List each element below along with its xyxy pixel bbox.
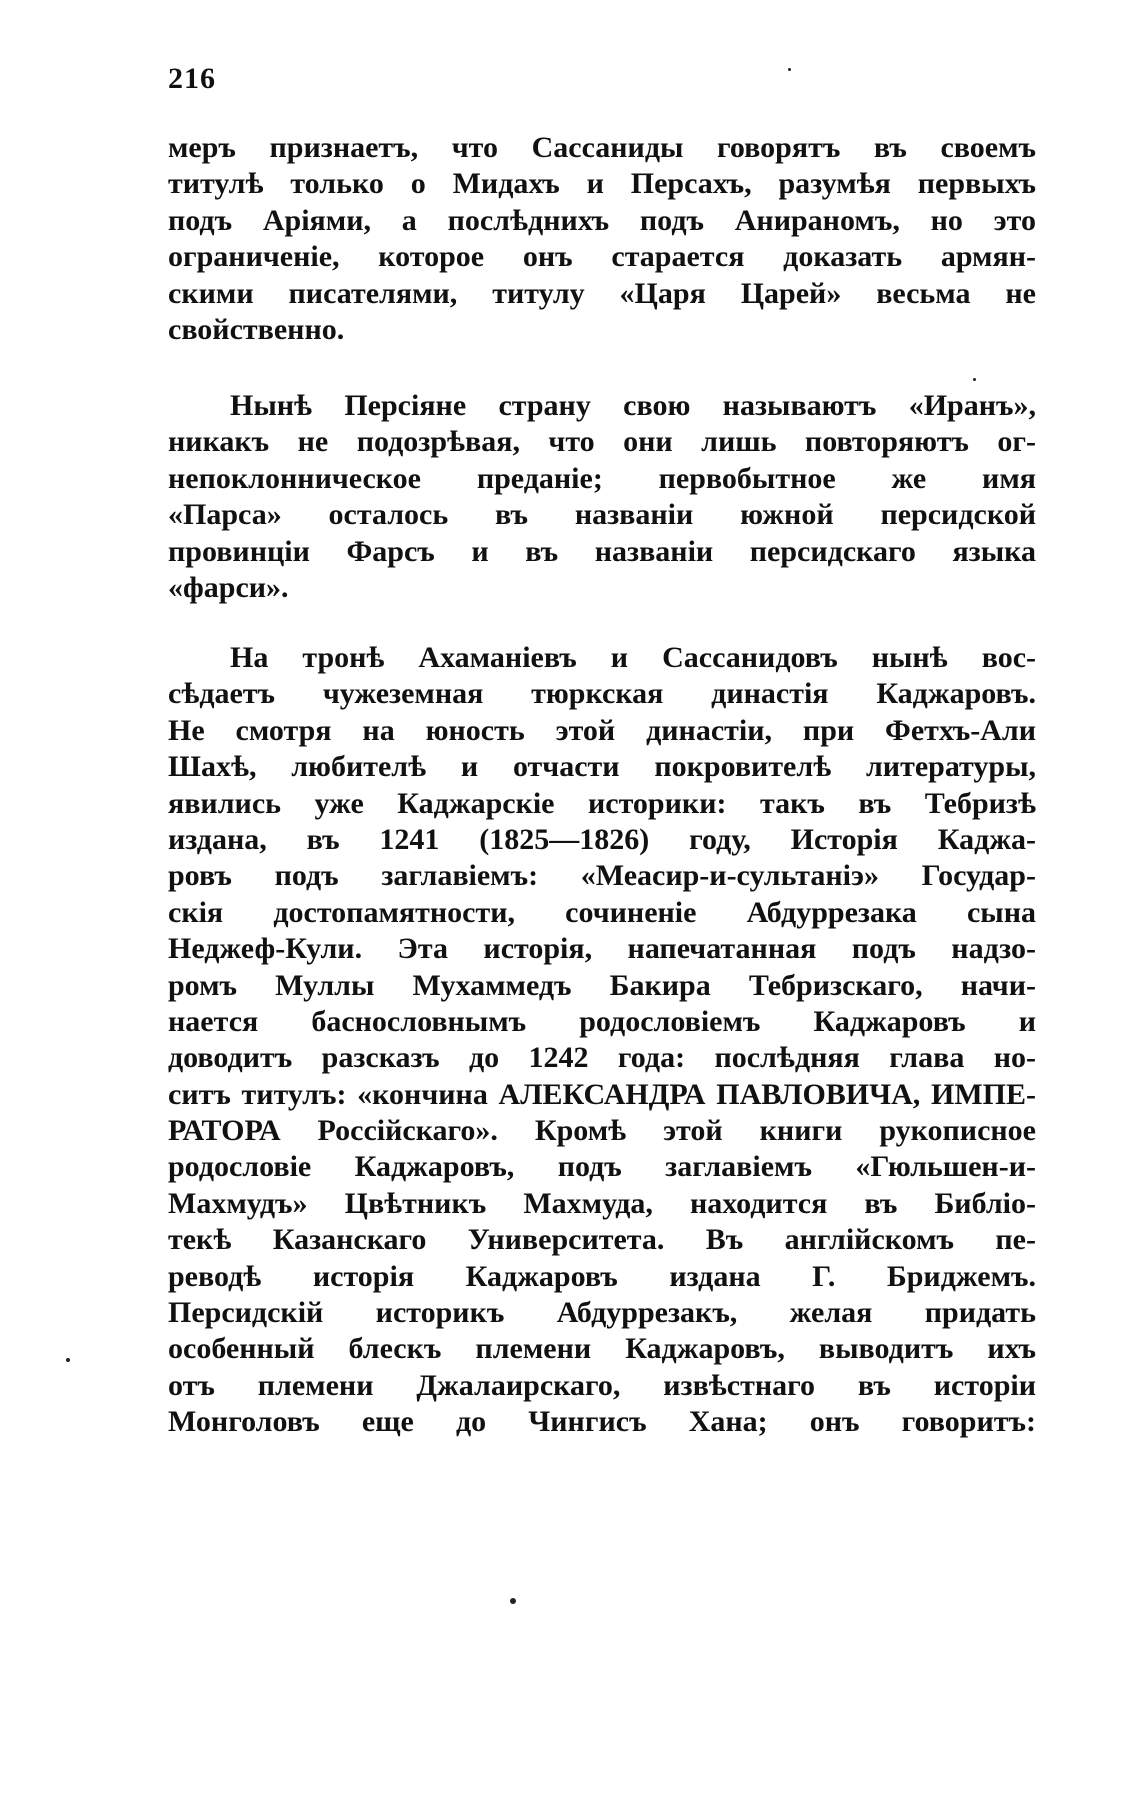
text-line: текѣ Казанскаго Университета. Въ англійскомъ пе- [168, 1223, 1036, 1257]
text-line: родословіе Каджаровъ, подъ заглавіемъ «Гюльшен-и- [168, 1150, 1036, 1184]
text-line: доводитъ разсказъ до 1242 года: послѣдняя глава но- [168, 1041, 1036, 1075]
text-line: провинціи Фарсъ и въ названіи персидскаго языка [168, 534, 1036, 568]
text-line: отъ племени Джалаирскаго, извѣстнаго въ исторіи [168, 1368, 1036, 1402]
text-line: РАТОРА Россійскаго». Кромѣ этой книги рукописное [168, 1114, 1036, 1148]
text-line: особенный блескъ племени Каджаровъ, выводитъ ихъ [168, 1332, 1036, 1366]
paragraph-2 [168, 388, 1036, 606]
text-line: титулѣ только о Мидахъ и Персахъ, разумѣя первыхъ [168, 167, 1036, 201]
text-line: сѣдаетъ чужеземная тюркская династія Каджаровъ. [168, 677, 1036, 711]
text-line: Персидскій историкъ Абдуррезакъ, желая придать [168, 1296, 1036, 1330]
text-line: Не смотря на юность этой династіи, при Фетхъ-Али [168, 713, 1036, 747]
text-line: Нынѣ Персіяне страну свою называютъ «Иранъ», [230, 389, 1036, 422]
scan-speck [788, 68, 791, 71]
paragraph-1 [168, 130, 1036, 348]
text-line: издана, въ 1241 (1825—1826) году, Исторія Каджа- [168, 822, 1036, 856]
scan-speck [66, 1358, 70, 1362]
text-line: меръ признаетъ, что Сассаниды говорятъ въ своемъ [168, 131, 1036, 164]
text-line: ситъ титулъ: «кончина АЛЕКСАНДРА ПАВЛОВИЧА, ИМПЕ- [168, 1077, 1036, 1111]
text-line: свойственно. [168, 312, 345, 346]
text-line: никакъ не подозрѣвая, что они лишь повторяютъ ог- [168, 425, 1036, 459]
text-line: Неджеф-Кули. Эта исторія, напечатанная подъ надзо- [168, 932, 1036, 966]
text-line: ромъ Муллы Мухаммедъ Бакира Тебризскаго, начи- [168, 968, 1036, 1002]
text-line: подъ Аріями, а послѣднихъ подъ Анираномъ, но это [168, 203, 1036, 237]
text-line: «Парса» осталось въ названіи южной персидской [168, 498, 1036, 532]
text-line: Монголовъ еще до Чингисъ Хана; онъ говоритъ: [168, 1405, 1036, 1439]
text-line: Махмудъ» Цвѣтникъ Махмуда, находится въ Библіо- [168, 1186, 1036, 1220]
text-line: непоклонническое преданіе; первобытное же имя [168, 461, 1036, 495]
page-number: 216 [168, 62, 216, 95]
text-line: реводѣ исторія Каджаровъ издана Г. Бриджемъ. [168, 1259, 1036, 1293]
text-line: ровъ подъ заглавіемъ: «Меасир-и-сультаніэ» Государ- [168, 859, 1036, 893]
paragraph-3 [168, 640, 1036, 1441]
text-line: явились уже Каджарскіе историки: такъ въ Тебризѣ [168, 786, 1036, 820]
text-line: скія достопамятности, сочиненіе Абдуррезака сына [168, 895, 1036, 929]
text-line: ограниченіе, которое онъ старается доказать армян- [168, 240, 1036, 274]
text-line: скими писателями, титулу «Царя Царей» весьма не [168, 276, 1036, 310]
text-line: Шахѣ, любителѣ и отчасти покровителѣ литературы, [168, 750, 1036, 784]
scan-speck [973, 378, 976, 381]
scan-speck [510, 1598, 516, 1604]
text-line: нается баснословнымъ родословіемъ Каджаровъ и [168, 1004, 1036, 1038]
text-line: «фарси». [168, 570, 289, 604]
text-line: На тронѣ Ахаманіевъ и Сассанидовъ нынѣ вос- [230, 641, 1036, 674]
